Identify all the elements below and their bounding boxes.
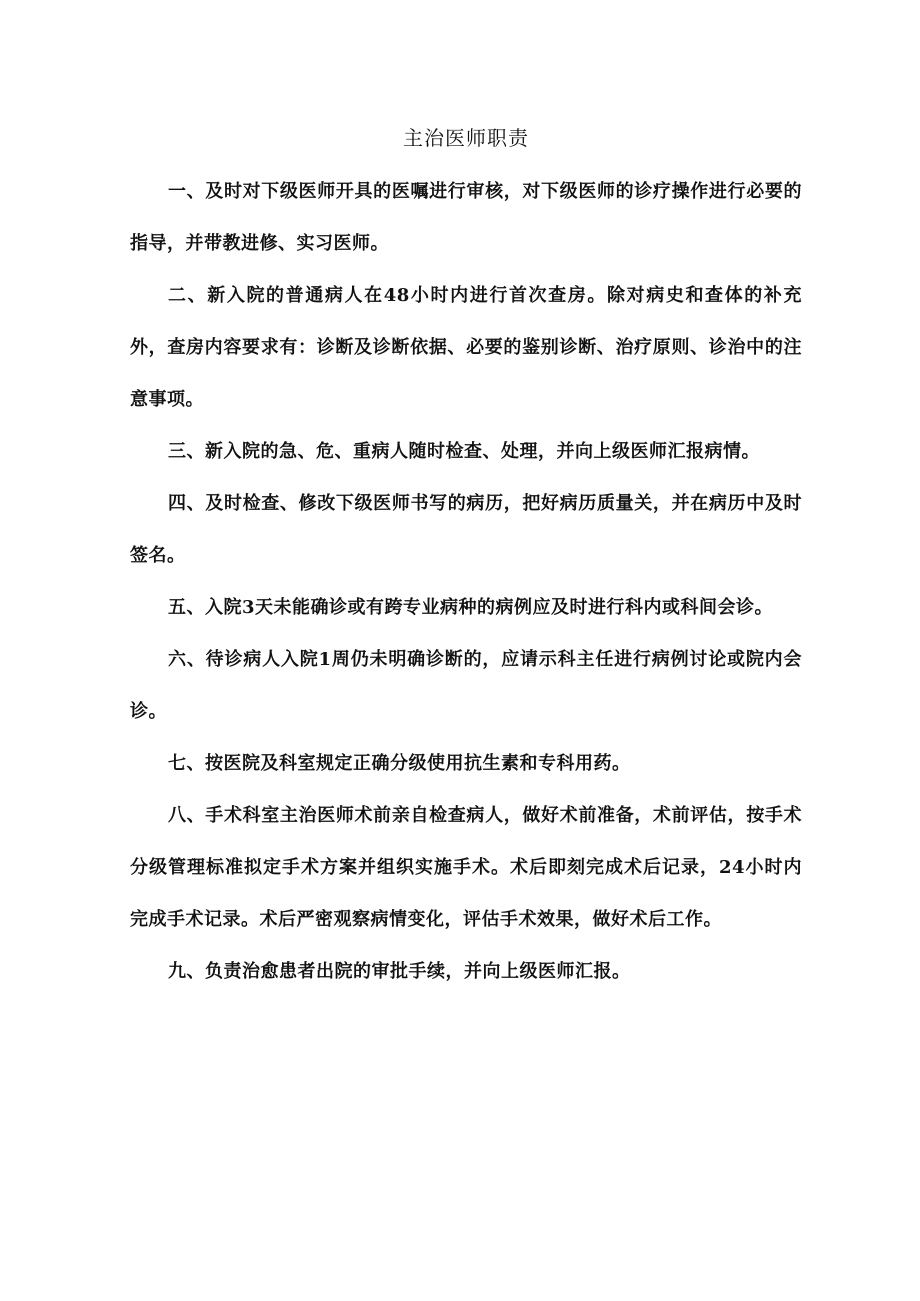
paragraph-8: 八、手术科室主治医师术前亲自检查病人，做好术前准备，术前评估，按手术分级管理标准拟定手术方案并组织实施手术。术后即刻完成术后记录，24小时内完成手术记录。术后严密观察病情变化，评估手术效果，做好术后工作。	[130, 805, 802, 930]
paragraph-2: 二、新入院的普通病人在48小时内进行首次查房。除对病史和查体的补充外，查房内容要求有：诊断及诊断依据、必要的鉴别诊断、治疗原则、诊治中的注意事项。	[130, 285, 802, 410]
paragraph-9: 九、负责治愈患者出院的审批手续，并向上级医师汇报。	[168, 961, 631, 982]
paragraph-1: 一、及时对下级医师开具的医嘱进行审核，对下级医师的诊疗操作进行必要的指导，并带教进修、实习医师。	[130, 181, 802, 254]
paragraph-7: 七、按医院及科室规定正确分级使用抗生素和专科用药。	[168, 753, 631, 774]
paragraph-6: 六、待诊病人入院1周仍未明确诊断的，应请示科主任进行病例讨论或院内会诊。	[130, 649, 802, 722]
paragraph-3: 三、新入院的急、危、重病人随时检查、处理，并向上级医师汇报病情。	[168, 441, 760, 462]
paragraph-5: 五、入院3天未能确诊或有跨专业病种的病例应及时进行科内或科间会诊。	[168, 597, 774, 618]
document-title: 主治医师职责	[403, 126, 529, 150]
paragraph-4: 四、及时检查、修改下级医师书写的病历，把好病历质量关，并在病历中及时签名。	[130, 493, 802, 566]
